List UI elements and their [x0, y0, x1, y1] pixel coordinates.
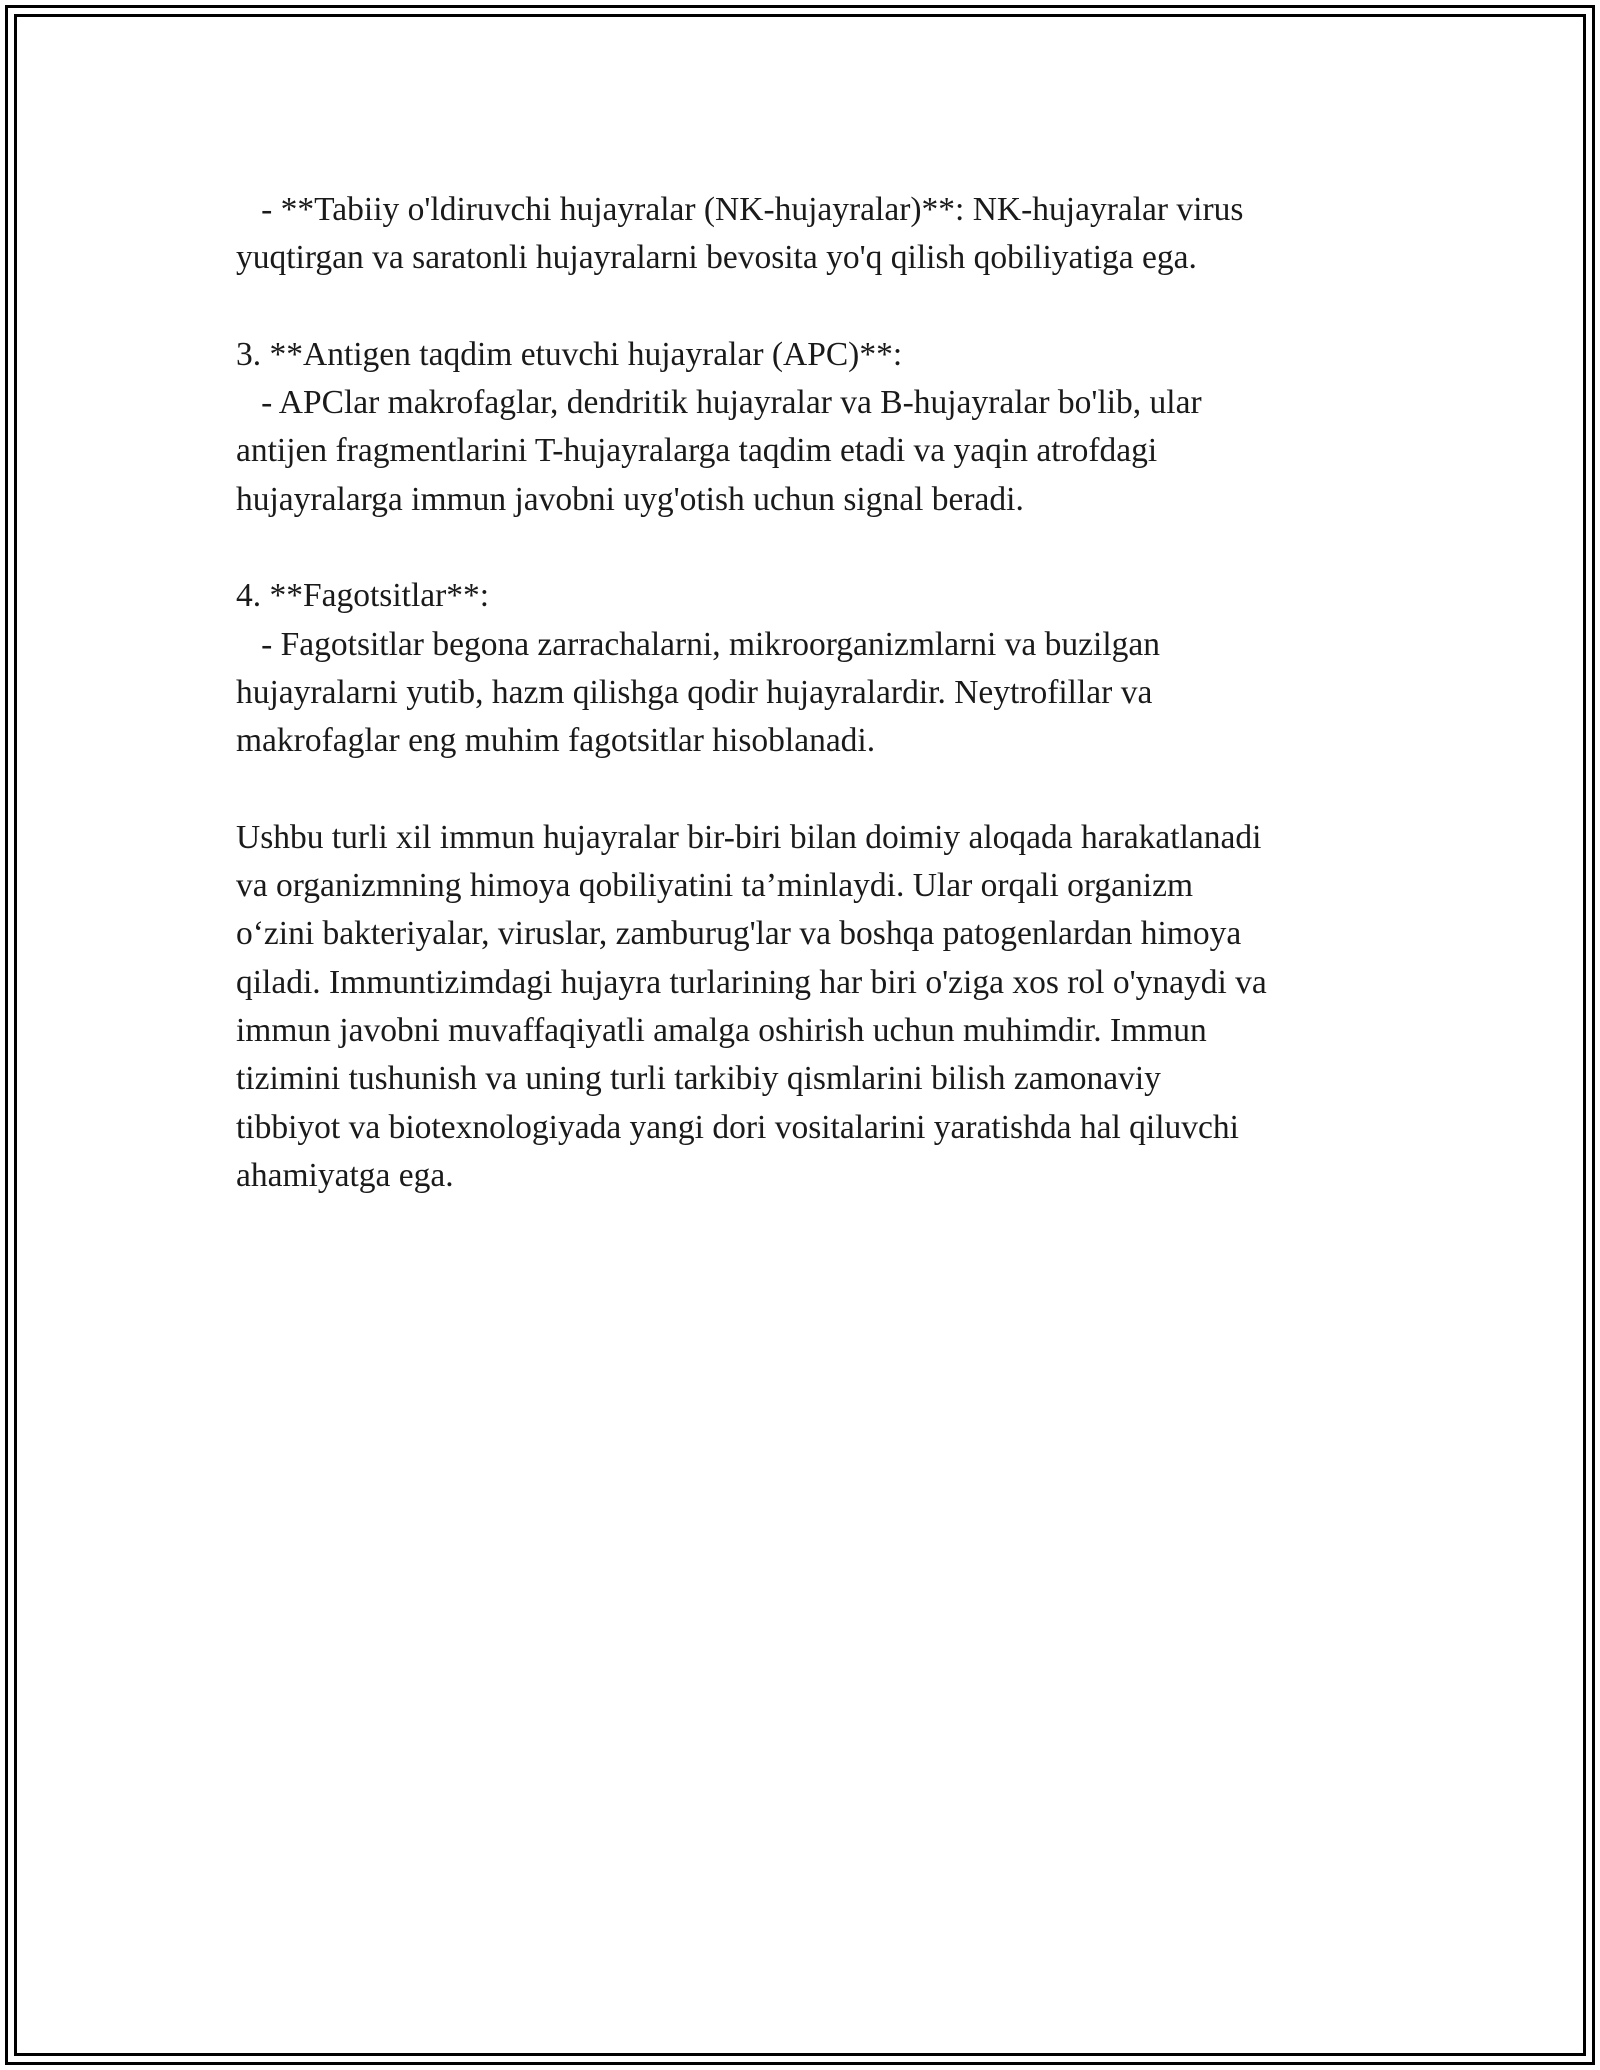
text-line: immun javobni muvaffaqiyatli amalga oshirish uchun muhimdir. Immun	[236, 1012, 1207, 1050]
text-line: - APClar makrofaglar, dendritik hujayralar va B-hujayralar bo'lib, ular	[236, 384, 1202, 422]
text-line: qiladi. Immuntizimdagi hujayra turlarining har biri o'ziga xos rol o'ynaydi va	[236, 963, 1267, 1001]
text-line: - **Tabiiy o'ldiruvchi hujayralar (NK-hujayralar)**: NK-hujayralar virus	[236, 191, 1244, 228]
paragraph-spacer	[236, 766, 1376, 814]
text-line: va organizmning himoya qobiliyatini ta’minlaydi. Ular orqali organizm	[236, 867, 1194, 905]
text-line: Ushbu turli xil immun hujayralar bir-biri bilan doimiy aloqada harakatlanadi	[236, 818, 1262, 856]
apc-section	[236, 331, 1376, 524]
text-line: hujayralarga immun javobni uyg'otish uchun signal beradi.	[236, 480, 1024, 518]
text-line: yuqtirgan va saratonli hujayralarni bevosita yo'q qilish qobiliyatiga ega.	[236, 239, 1197, 277]
text-line: tizimini tushunish va uning turli tarkibiy qismlarini bilish zamonaviy	[236, 1060, 1161, 1098]
text-line: makrofaglar eng muhim fagotsitlar hisoblanadi.	[236, 722, 876, 760]
paragraph-spacer	[236, 283, 1376, 331]
section-heading: 4. **Fagotsitlar**:	[236, 577, 490, 615]
text-line: - Fagotsitlar begona zarrachalarni, mikroorganizmlarni va buzilgan	[236, 625, 1161, 663]
conclusion-paragraph	[236, 814, 1376, 1200]
nk-cells-paragraph	[236, 186, 1376, 283]
section-heading: 3. **Antigen taqdim etuvchi hujayralar (APC)**:	[236, 335, 903, 373]
text-line: antijen fragmentlarini T-hujayralarga taqdim etadi va yaqin atrofdagi	[236, 432, 1158, 470]
phagocytes-section	[236, 572, 1376, 765]
text-line: ahamiyatga ega.	[236, 1156, 454, 1194]
text-line: hujayralarni yutib, hazm qilishga qodir hujayralardir. Neytrofillar va	[236, 673, 1153, 711]
text-line: tibbiyot va biotexnologiyada yangi dori vositalarini yaratishda hal qiluvchi	[236, 1108, 1239, 1146]
text-line: o‘zini bakteriyalar, viruslar, zamburug'lar va boshqa patogenlardan himoya	[236, 915, 1242, 953]
document-body	[236, 186, 1376, 1200]
paragraph-spacer	[236, 524, 1376, 572]
